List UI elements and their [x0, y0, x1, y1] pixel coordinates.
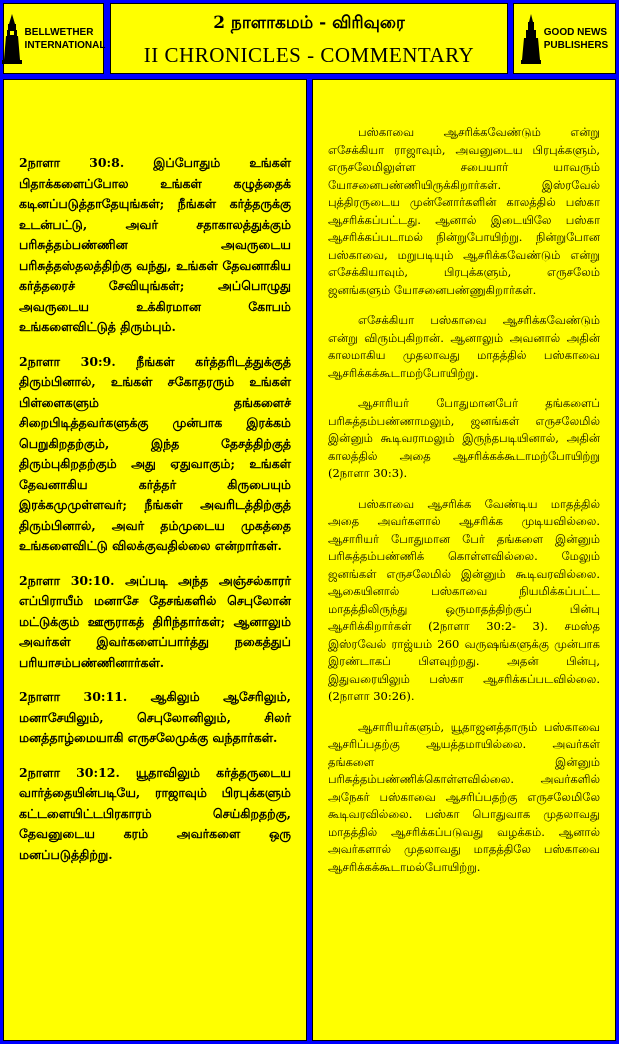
scripture-column — [3, 79, 307, 1041]
logo-right-text — [544, 26, 608, 52]
header-title-tamil: 2 நாளாகமம் - விரிவுரை — [213, 13, 405, 33]
scripture-verse: 2நாளா 30:10. அப்படி அந்த அஞ்சல்காரர் எப்பிராயீம் மனாசே தேசங்களில் செபுலோன் மட்டுக்கும் ஊரூராகத் திரிந்தார்கள்; ஆனாலும் அவர்கள் இவர்களைப்பார்த்து நகைத்துப் பரியாசம்பண்ணினார்கள். — [19, 572, 291, 670]
logo-left-text — [25, 26, 106, 52]
scripture-verse: 2நாளா 30:8. இப்போதும் உங்கள் பிதாக்களைப்போல உங்கள் கழுத்தைக் கடினப்படுத்தாதேயுங்கள்; நீங்கள் கர்த்தருக்கு உடன்பட்டு, அவர் சதாகாலத்துக்கும் பரிசுத்தம்பண்ணின அவருடைய பரிசுத்தஸ்தலத்திற்கு வந்து, உங்கள் தேவனாகிய கர்த்தரைச் சேவியுங்கள்; அப்பொழுது அவருடைய உக்கிரமான கோபம் உங்களைவிட்டுத் திரும்பும். — [19, 155, 291, 334]
logo-left-line2: INTERNATIONAL — [24, 39, 106, 51]
logo-left — [3, 3, 104, 74]
page-header — [110, 3, 508, 74]
scripture-verse: 2நாளா 30:9. நீங்கள் கர்த்தரிடத்துக்குத் திரும்பினால், உங்கள் சகோதரரும் உங்கள் பிள்ளைகளும் தங்களைச் சிறைபிடித்தவர்களுக்கு முன்பாக இரக்கம் பெறுகிறதற்கும், இந்த தேசத்திற்குத் திரும்புகிறதற்கும் அது ஏதுவாகும்; உங்கள் தேவனாகிய கர்த்தர் கிருபையும் இரக்கமுமுள்ளவர்; நீங்கள் அவரிடத்திற்குத் திரும்பினால், அவர் தம்முடைய முகத்தை உங்களைவிட்டு விலக்குவதில்லை என்றார்கள். — [19, 353, 291, 553]
logo-left-line1: BELLWETHER — [24, 26, 94, 38]
tower-icon — [521, 14, 541, 64]
commentary-paragraph: எசேக்கியா பஸ்காவை ஆசரிக்கவேண்டும் என்று விரும்புகிறான். ஆனாலும் அவனால் அதின் காலமாகிய முதலாவது மாதத்தில் பஸ்காவை ஆசரிக்கக்கூடாமற்போயிற்று. — [328, 313, 600, 380]
logo-right-line1: GOOD NEWS — [543, 26, 608, 38]
logo-right — [513, 3, 616, 74]
commentary-paragraph: பஸ்காவை ஆசரிக்கவேண்டும் என்று எசேக்கியா ராஜாவும், அவனுடைய பிரபுக்களும், எருசலேமிலுள்ள சபையார் யாவரும் யோசனைபண்ணியிருக்கிறார்கள். இஸ்ரவேல் புத்திரருடைய முன்னோர்களின் காலத்தில் பஸ்கா ஆசரிக்கப்பட்டது. ஆனால் இடையிலே பஸ்கா ஆசரிக்கப்படாமல் நின்றுபோயிற்று. நின்றுபோன பஸ்காவை, மறுபடியும் ஆசரிக்கவேண்டும் என்று எசேக்கியாவும், பிரபுக்களும், எருசலேம் ஜனங்களும் யோசனைபண்ணுகிறார்கள். — [328, 125, 600, 297]
commentary-paragraph: ஆசாரியர் போதுமானபேர் தங்களைப் பரிசுத்தம்பண்ணாமலும், ஜனங்கள் எருசலேமில் இன்னும் கூடிவராமலும் இருந்தபடியினால், அதின் காலத்தில் அதை ஆசரிக்கக்கூடாமற்போயிற்று (2நாளா 30:3). — [328, 396, 600, 480]
commentary-paragraph: ஆசாரியர்களும், யூதாஜனத்தாரும் பஸ்காவை ஆசரிப்பதற்கு ஆயத்தமாயில்லை. அவர்கள் தங்களை இன்னும் பரிசுத்தம்பண்ணிக்கொள்ளவில்லை. அவர்களில் அநேகர் பஸ்காவை ஆசரிப்பதற்கு எருசலேமிலே கூடிவரவில்லை. பஸ்கா பொதுவாக முதலாவது மாதத்தில் ஆசரிக்கப்படுவது வழக்கம். ஆனால் அவர்களால் முதலாவது மாதத்திலே பஸ்காவை ஆசரிக்கக்கூடாமல்போயிற்று. — [328, 719, 600, 874]
logo-right-line2: PUBLISHERS — [543, 39, 609, 51]
commentary-column — [312, 79, 616, 1041]
bell-tower-icon — [2, 14, 22, 64]
commentary-paragraph: பஸ்காவை ஆசரிக்க வேண்டிய மாதத்தில் அதை அவர்களால் ஆசரிக்க முடியவில்லை. ஆசாரியர் போதுமான பேர் தங்களை இன்னும் பரிசுத்தம்பண்ணிக் கொள்ளவில்லை. மேலும் ஜனங்கள் எருசலேமில் இன்னும் கூடிவரவில்லை. ஆகையினால் பஸ்காவை நியமிக்கப்பட்ட மாதத்திலிருந்து ஒருமாதத்திற்குப் பின்பு ஆசரிக்கிறார்கள் (2நாளா 30:2- 3). சமஸ்த இஸ்ரவேல் ராஜ்யம் 260 வருஷங்களுக்கு முன்பாக இரண்டாகப் பிளவுற்றது. அதன் பின்பு, இதுவரையிலும் பஸ்கா ஆசரிக்கப்படவில்லை. (2நாளா 30:26). — [328, 496, 600, 703]
scripture-verse: 2நாளா 30:12. யூதாவிலும் கர்த்தருடைய வார்த்தையின்படியே, ராஜாவும் பிரபுக்களும் கட்டளையிட்டபிரகாரம் செய்கிறதற்கு, தேவனுடைய கரம் அவர்களை ஒரு மனப்படுத்திற்று. — [19, 764, 291, 862]
header-title-english: II CHRONICLES - COMMENTARY — [143, 43, 475, 67]
scripture-verse: 2நாளா 30:11. ஆகிலும் ஆசேரிலும், மனாசேயிலும், செபுலோனிலும், சிலர் மனத்தாழ்மையாகி எருசலேமுக்கு வந்தார்கள். — [19, 689, 291, 745]
